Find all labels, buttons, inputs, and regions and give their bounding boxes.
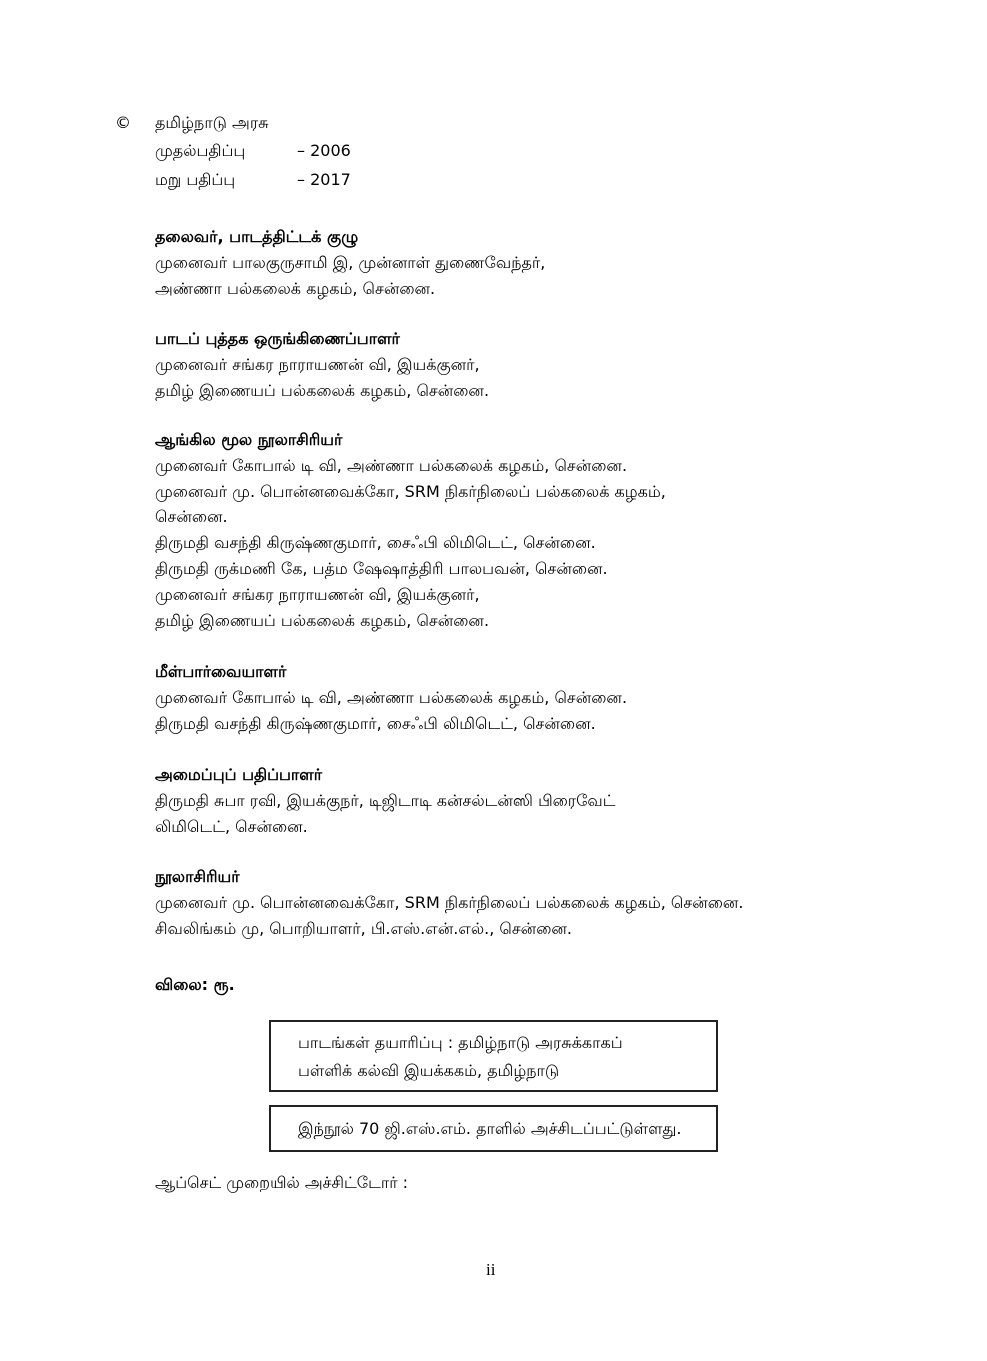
edition-year: – 2006: [297, 141, 351, 160]
section-heading: அமைப்புப் பதிப்பாளர்: [155, 765, 323, 784]
section-line: அண்ணா பல்கலைக் கழகம், சென்னை.: [155, 278, 436, 298]
section-line: தமிழ் இணையப் பல்கலைக் கழகம், சென்னை.: [155, 380, 490, 400]
printer-label: ஆப்செட் முறையில் அச்சிட்டோர் :: [155, 1173, 409, 1192]
section-line: முனைவர் சங்கர நாராயணன் வி, இயக்குனர்,: [155, 584, 480, 604]
section-line: திருமதி சுபா ரவி, இயக்குநர், டிஜிடாடி கன்சல்டன்ஸி பிரைவேட்: [155, 790, 616, 810]
paper-info-text: இந்நூல் 70 ஜி.எஸ்.எம். தாளில் அச்சிடப்பட்டுள்ளது.: [298, 1119, 682, 1138]
section-line: சென்னை.: [155, 507, 228, 527]
preparation-line: பள்ளிக் கல்வி இயக்ககம், தமிழ்நாடு: [298, 1061, 560, 1080]
edition-label: முதல்பதிப்பு: [155, 141, 246, 160]
section-line: லிமிடெட், சென்னை.: [155, 816, 308, 836]
section-heading: நூலாசிரியர்: [155, 867, 240, 886]
page-number: ii: [486, 1260, 496, 1279]
section-heading: பாடப் புத்தக ஒருங்கிணைப்பாளர்: [155, 329, 400, 348]
edition-label: மறு பதிப்பு: [155, 170, 236, 189]
section-line: முனைவர் கோபால் டி வி, அண்ணா பல்கலைக் கழகம், சென்னை.: [155, 455, 628, 475]
section-line: முனைவர் மு. பொன்னவைக்கோ, SRM நிகர்நிலைப் பல்கலைக் கழகம், சென்னை.: [155, 892, 744, 912]
section-english-authors: [155, 427, 666, 633]
section-line: முனைவர் சங்கர நாராயணன் வி, இயக்குனர்,: [155, 354, 480, 374]
section-layout-publisher: [155, 762, 615, 839]
section-committee-chair: [155, 224, 545, 301]
section-line: முனைவர் மு. பொன்னவைக்கோ, SRM நிகர்நிலைப் பல்கலைக் கழகம்,: [155, 481, 666, 501]
section-line: முனைவர் பாலகுருசாமி இ, முன்னாள் துணைவேந்தர்,: [155, 252, 546, 272]
section-line: திருமதி வசந்தி கிருஷ்ணகுமார், சைஃபி லிமிடெட், சென்னை.: [155, 533, 596, 553]
section-line: முனைவர் கோபால் டி வி, அண்ணா பல்கலைக் கழகம், சென்னை.: [155, 687, 628, 707]
section-heading: மீள்பார்வையாளர்: [155, 662, 287, 681]
section-line: சிவலிங்கம் மு, பொறியாளர், பி.எஸ்.என்.எல்., சென்னை.: [155, 918, 572, 938]
section-reviewers: [155, 659, 627, 736]
preparation-line: பாடங்கள் தயாரிப்பு : தமிழ்நாடு அரசுக்காகப்: [298, 1033, 623, 1052]
preparation-box: [269, 1020, 718, 1092]
section-line: தமிழ் இணையப் பல்கலைக் கழகம், சென்னை.: [155, 610, 490, 630]
price: விலை: ரூ.: [155, 975, 235, 994]
section-line: திருமதி வசந்தி கிருஷ்ணகுமார், சைஃபி லிமிடெட், சென்னை.: [155, 713, 596, 733]
paper-info-box: [269, 1105, 718, 1152]
section-heading: ஆங்கில மூல நூலாசிரியர்: [155, 430, 343, 449]
copyright-holder: தமிழ்நாடு அரசு: [155, 113, 269, 132]
copyright-symbol: ©: [115, 113, 131, 132]
section-heading: தலைவர், பாடத்திட்டக் குழு: [155, 227, 359, 246]
section-coordinator: [155, 326, 489, 403]
section-authors: [155, 864, 743, 941]
edition-year: – 2017: [297, 170, 351, 189]
section-line: திருமதி ருக்மணி கே, பத்ம ஷேஷாத்திரி பாலபவன், சென்னை.: [155, 558, 608, 578]
